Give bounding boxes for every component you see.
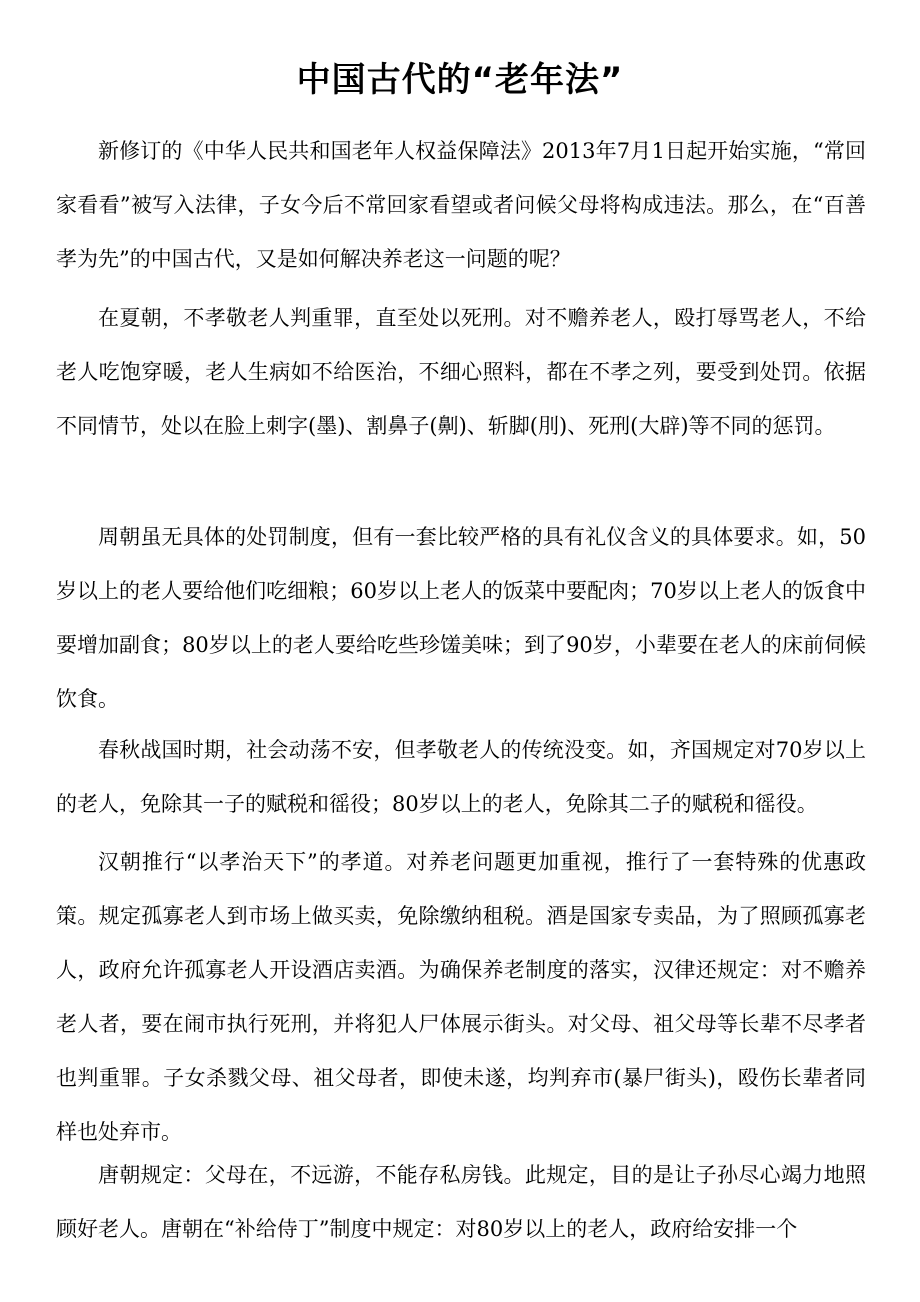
paragraph-tang-dynasty: 唐朝规定：父母在，不远游，不能存私房钱。此规定，目的是让子孙尽心竭力地照顾好老人。唐朝在“补给侍丁”制度中规定：对80岁以上的老人，政府给安排一个 [56, 1163, 866, 1241]
paragraph-han-dynasty: 汉朝推行“以孝治天下”的孝道。对养老问题更加重视，推行了一套特殊的优惠政策。规定孤寡老人到市场上做买卖，免除缴纳租税。酒是国家专卖品，为了照顾孤寡老人，政府允许孤寡老人开设酒店卖酒。为确保养老制度的落实，汉律还规定：对不赡养老人者，要在闹市执行死刑，并将犯人尸体展示街头。对父母、祖父母等长辈不尽孝者也判重罪。子女杀戮父母、祖父母者，即使未遂，均判弃市(暴尸街头)，殴伤长辈者同样也处弃市。 [56, 850, 866, 1144]
paragraph-intro: 新修订的《中华人民共和国老年人权益保障法》2013年7月1日起开始实施，“常回家看看”被写入法律，子女今后不常回家看望或者问候父母将构成违法。那么，在“百善孝为先”的中国古代，又是如何解决养老这一问题的呢？ [56, 139, 866, 271]
paragraph-xia-dynasty: 在夏朝，不孝敬老人判重罪，直至处以死刑。对不赡养老人，殴打辱骂老人，不给老人吃饱穿暖，老人生病如不给医治，不细心照料，都在不孝之列，要受到处罚。依据不同情节，处以在脸上刺字(墨)、割鼻子(劓)、斩脚(刖)、死刑(大辟)等不同的惩罚。 [56, 306, 866, 438]
paragraph-spring-autumn: 春秋战国时期，社会动荡不安，但孝敬老人的传统没变。如，齐国规定对70岁以上的老人，免除其一子的赋税和徭役；80岁以上的老人，免除其二子的赋税和徭役。 [56, 738, 866, 816]
document-title: 中国古代的“老年法” [296, 60, 624, 100]
paragraph-zhou-dynasty: 周朝虽无具体的处罚制度，但有一套比较严格的具有礼仪含义的具体要求。如，50岁以上的老人要给他们吃细粮；60岁以上老人的饭菜中要配肉；70岁以上老人的饭食中要增加副食；80岁以上的老人要给吃些珍馐美味；到了90岁，小辈要在老人的床前伺候饮食。 [56, 525, 866, 711]
